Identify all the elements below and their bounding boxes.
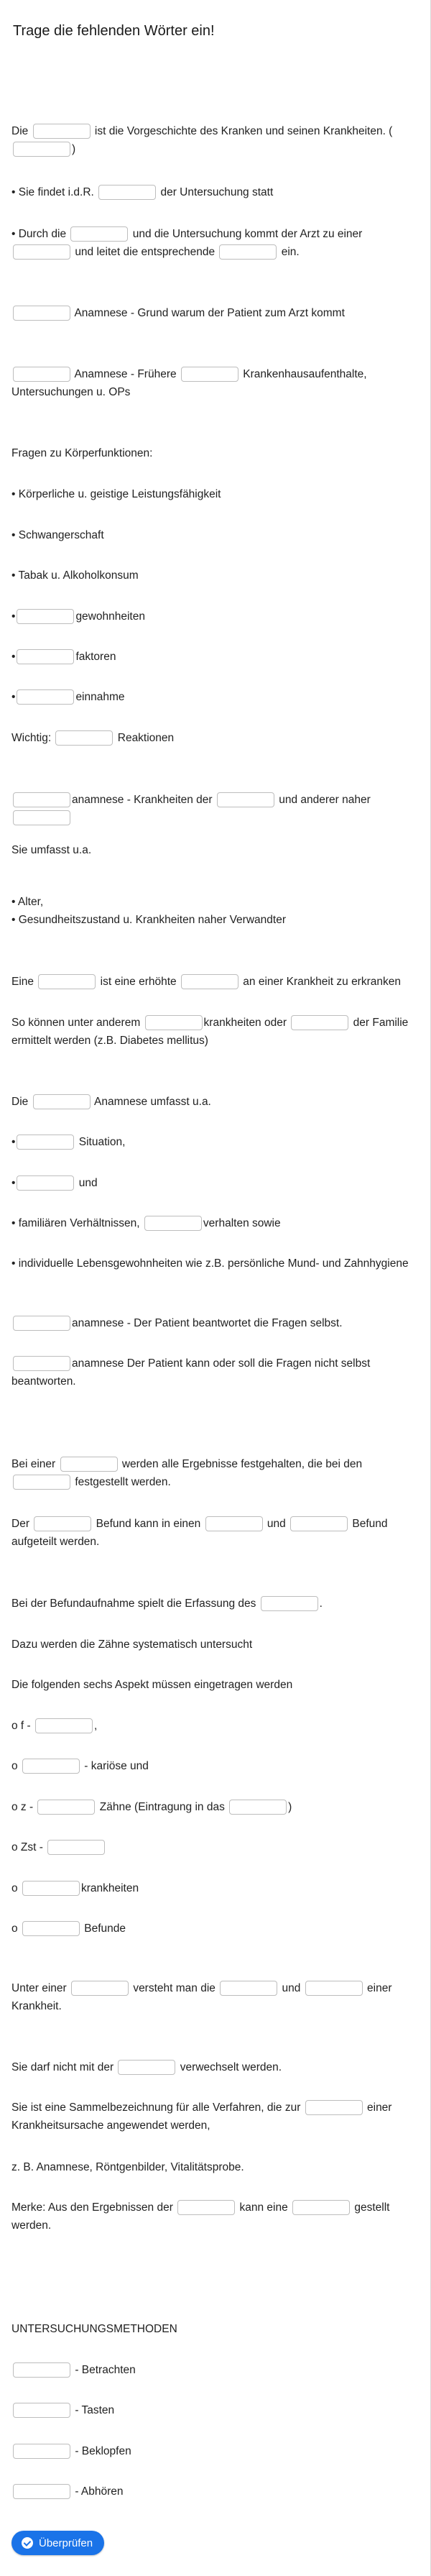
paragraph-important: Wichtig: Reaktionen (11, 729, 417, 747)
text-body-functions: Fragen zu Körperfunktionen: (11, 447, 153, 459)
blank-input[interactable] (17, 1135, 74, 1150)
paragraph-aspect-z: o z - Zähne (Eintragung in das ) (11, 1798, 417, 1816)
paragraph-aspect-diseases: o krankheiten (11, 1879, 417, 1897)
paragraph-method-auscultate: - Abhören (11, 2483, 417, 2501)
blank-input[interactable] (177, 2200, 235, 2215)
blank-input[interactable] (261, 1596, 318, 1611)
blank-input[interactable] (60, 1457, 118, 1472)
paragraph-diagnosis: • Durch die und die Untersuchung kommt der Arzt zu einer und leitet die entsprechende ein. (11, 225, 417, 261)
blank-input[interactable] (13, 1475, 70, 1490)
paragraph-aspect-zst: o Zst - (11, 1838, 417, 1856)
exercise-title: Trage die fehlenden Wörter ein! (13, 23, 215, 39)
blank-input[interactable] (13, 367, 70, 382)
blank-input[interactable] (290, 1516, 348, 1531)
text-family-list: • Alter, • Gesundheitszustand u. Krankheiten naher Verwandter (11, 896, 286, 926)
check-button[interactable] (11, 2531, 104, 2555)
text-performance: • Körperliche u. geistige Leistungsfähigkeit (11, 488, 221, 500)
paragraph-social-anamnesis: Die Anamnese umfasst u.a. (11, 1093, 417, 1111)
paragraph-remember: Merke: Aus den Ergebnissen der kann eine gestellt werden. (11, 2201, 390, 2232)
blank-input[interactable] (219, 244, 277, 260)
paragraph-self-anamnesis: anamnese - Der Patient beantwortet die Fragen selbst. (11, 1314, 417, 1332)
blank-input[interactable] (305, 2100, 363, 2115)
blank-input[interactable] (34, 1516, 91, 1531)
blank-input[interactable] (33, 1094, 91, 1109)
paragraph-aspect-caries: o - kariöse und (11, 1757, 417, 1775)
blank-input[interactable] (17, 689, 74, 705)
blank-input[interactable] (118, 2060, 175, 2075)
paragraph-third-party-anamnesis: anamnese Der Patient kann oder soll die Fragen nicht selbst beantworten. (11, 1357, 371, 1388)
paragraph-timing: • Sie findet i.d.R. der Untersuchung statt (11, 183, 417, 201)
blank-input[interactable] (71, 1981, 129, 1996)
blank-input[interactable] (181, 974, 238, 989)
blank-input[interactable] (17, 609, 74, 624)
paragraph-definition: Die ist die Vorgeschichte des Kranken und seinen Krankheiten. ( ) (11, 122, 417, 158)
blank-input[interactable] (35, 1718, 93, 1733)
blank-input[interactable] (13, 1316, 70, 1331)
text-six-aspects: Die folgenden sechs Aspekt müssen eingetragen werden (11, 1679, 293, 1691)
paragraph-finding-types: Der Befund kann in einen und Befund aufgeteilt werden. (11, 1518, 388, 1548)
blank-input[interactable] (33, 124, 91, 139)
paragraph-confusion: Sie darf nicht mit der verwechselt werden. (11, 2058, 417, 2076)
blank-input[interactable] (98, 185, 156, 200)
paragraph-method-inspect: - Betrachten (11, 2361, 417, 2379)
blank-input[interactable] (13, 244, 70, 260)
blank-input[interactable] (13, 1356, 70, 1371)
blank-input[interactable] (144, 1216, 202, 1231)
blank-input[interactable] (22, 1881, 80, 1896)
text-systematic: Dazu werden die Zähne systematisch untersucht (11, 1638, 253, 1651)
blank-input[interactable] (229, 1800, 287, 1815)
blank-input[interactable] (181, 367, 238, 382)
blank-input[interactable] (22, 1921, 80, 1936)
blank-input[interactable] (38, 974, 96, 989)
paragraph-hereditary: So können unter anderem krankheiten oder der Familie ermittelt werden (z.B. Diabetes mellitus) (11, 1017, 409, 1047)
blank-input[interactable] (305, 1981, 363, 1996)
paragraph-method-palpate: - Tasten (11, 2401, 417, 2419)
blank-input[interactable] (17, 649, 74, 664)
blank-input[interactable] (17, 1175, 74, 1191)
blank-input[interactable] (13, 810, 70, 825)
blank-input[interactable] (37, 1800, 95, 1815)
paragraph-recording: Bei der Befundaufnahme spielt die Erfassung des . (11, 1595, 417, 1613)
paragraph-aspect-f: o f - , (11, 1717, 417, 1735)
blank-input[interactable] (13, 2362, 70, 2378)
section-heading-methods: UNTERSUCHUNGSMETHODEN (11, 2323, 177, 2335)
blank-input[interactable] (70, 226, 128, 242)
paragraph-diagnosis-definition: Unter einer versteht man die und einer Krankheit. (11, 1982, 392, 2012)
check-button-label: Überprüfen (39, 2536, 93, 2549)
text-pregnancy: • Schwangerschaft (11, 529, 104, 541)
blank-input[interactable] (145, 1015, 203, 1030)
blank-input[interactable] (13, 2403, 70, 2418)
blank-input[interactable] (220, 1981, 277, 1996)
blank-input[interactable] (13, 306, 70, 321)
blank-input[interactable] (205, 1516, 263, 1531)
paragraph-family-relations: • familiären Verhältnissen, verhalten sowie (11, 1214, 417, 1232)
paragraph-habits: • gewohnheiten (11, 608, 417, 625)
paragraph-situation: • Situation, (11, 1133, 417, 1151)
blank-input[interactable] (13, 2484, 70, 2499)
blank-input[interactable] (13, 2444, 70, 2459)
text-tobacco-alcohol: • Tabak u. Alkoholkonsum (11, 569, 139, 582)
paragraph-family-anamnesis: anamnese - Krankheiten der und anderer naher (11, 791, 417, 827)
blank-input[interactable] (13, 792, 70, 807)
paragraph-intake: • einnahme (11, 688, 417, 706)
paragraph-disposition: Eine ist eine erhöhte an einer Krankheit zu erkranken (11, 973, 417, 991)
paragraph-previous-anamnesis: Anamnese - Frühere Krankenhausaufenthalte, Untersuchungen u. OPs (11, 368, 367, 398)
text-includes: Sie umfasst u.a. (11, 844, 92, 856)
paragraph-aspect-findings: o Befunde (11, 1920, 417, 1938)
blank-input[interactable] (13, 142, 70, 157)
paragraph-factors: • faktoren (11, 648, 417, 666)
blank-input[interactable] (55, 730, 113, 746)
blank-input[interactable] (47, 1840, 105, 1855)
paragraph-method-percuss: - Beklopfen (11, 2442, 417, 2460)
check-circle-icon (22, 2537, 33, 2549)
paragraph-procedures: Sie ist eine Sammelbezeichnung für alle Verfahren, die zur einer Krankheitsursache angewendet werden, (11, 2101, 392, 2132)
paragraph-current-anamnesis: Anamnese - Grund warum der Patient zum Arzt kommt (11, 304, 417, 322)
text-examples: z. B. Anamnese, Röntgenbilder, Vitalitätsprobe. (11, 2161, 244, 2173)
blank-input[interactable] (292, 2200, 350, 2215)
text-lifestyle: • individuelle Lebensgewohnheiten wie z.B. persönliche Mund- und Zahnhygiene (11, 1257, 409, 1270)
blank-input[interactable] (291, 1015, 348, 1030)
paragraph-findings: Bei einer werden alle Ergebnisse festgehalten, die bei den festgestellt werden. (11, 1455, 417, 1491)
blank-input[interactable] (22, 1759, 80, 1774)
paragraph-and: • und (11, 1174, 417, 1192)
blank-input[interactable] (217, 792, 274, 807)
